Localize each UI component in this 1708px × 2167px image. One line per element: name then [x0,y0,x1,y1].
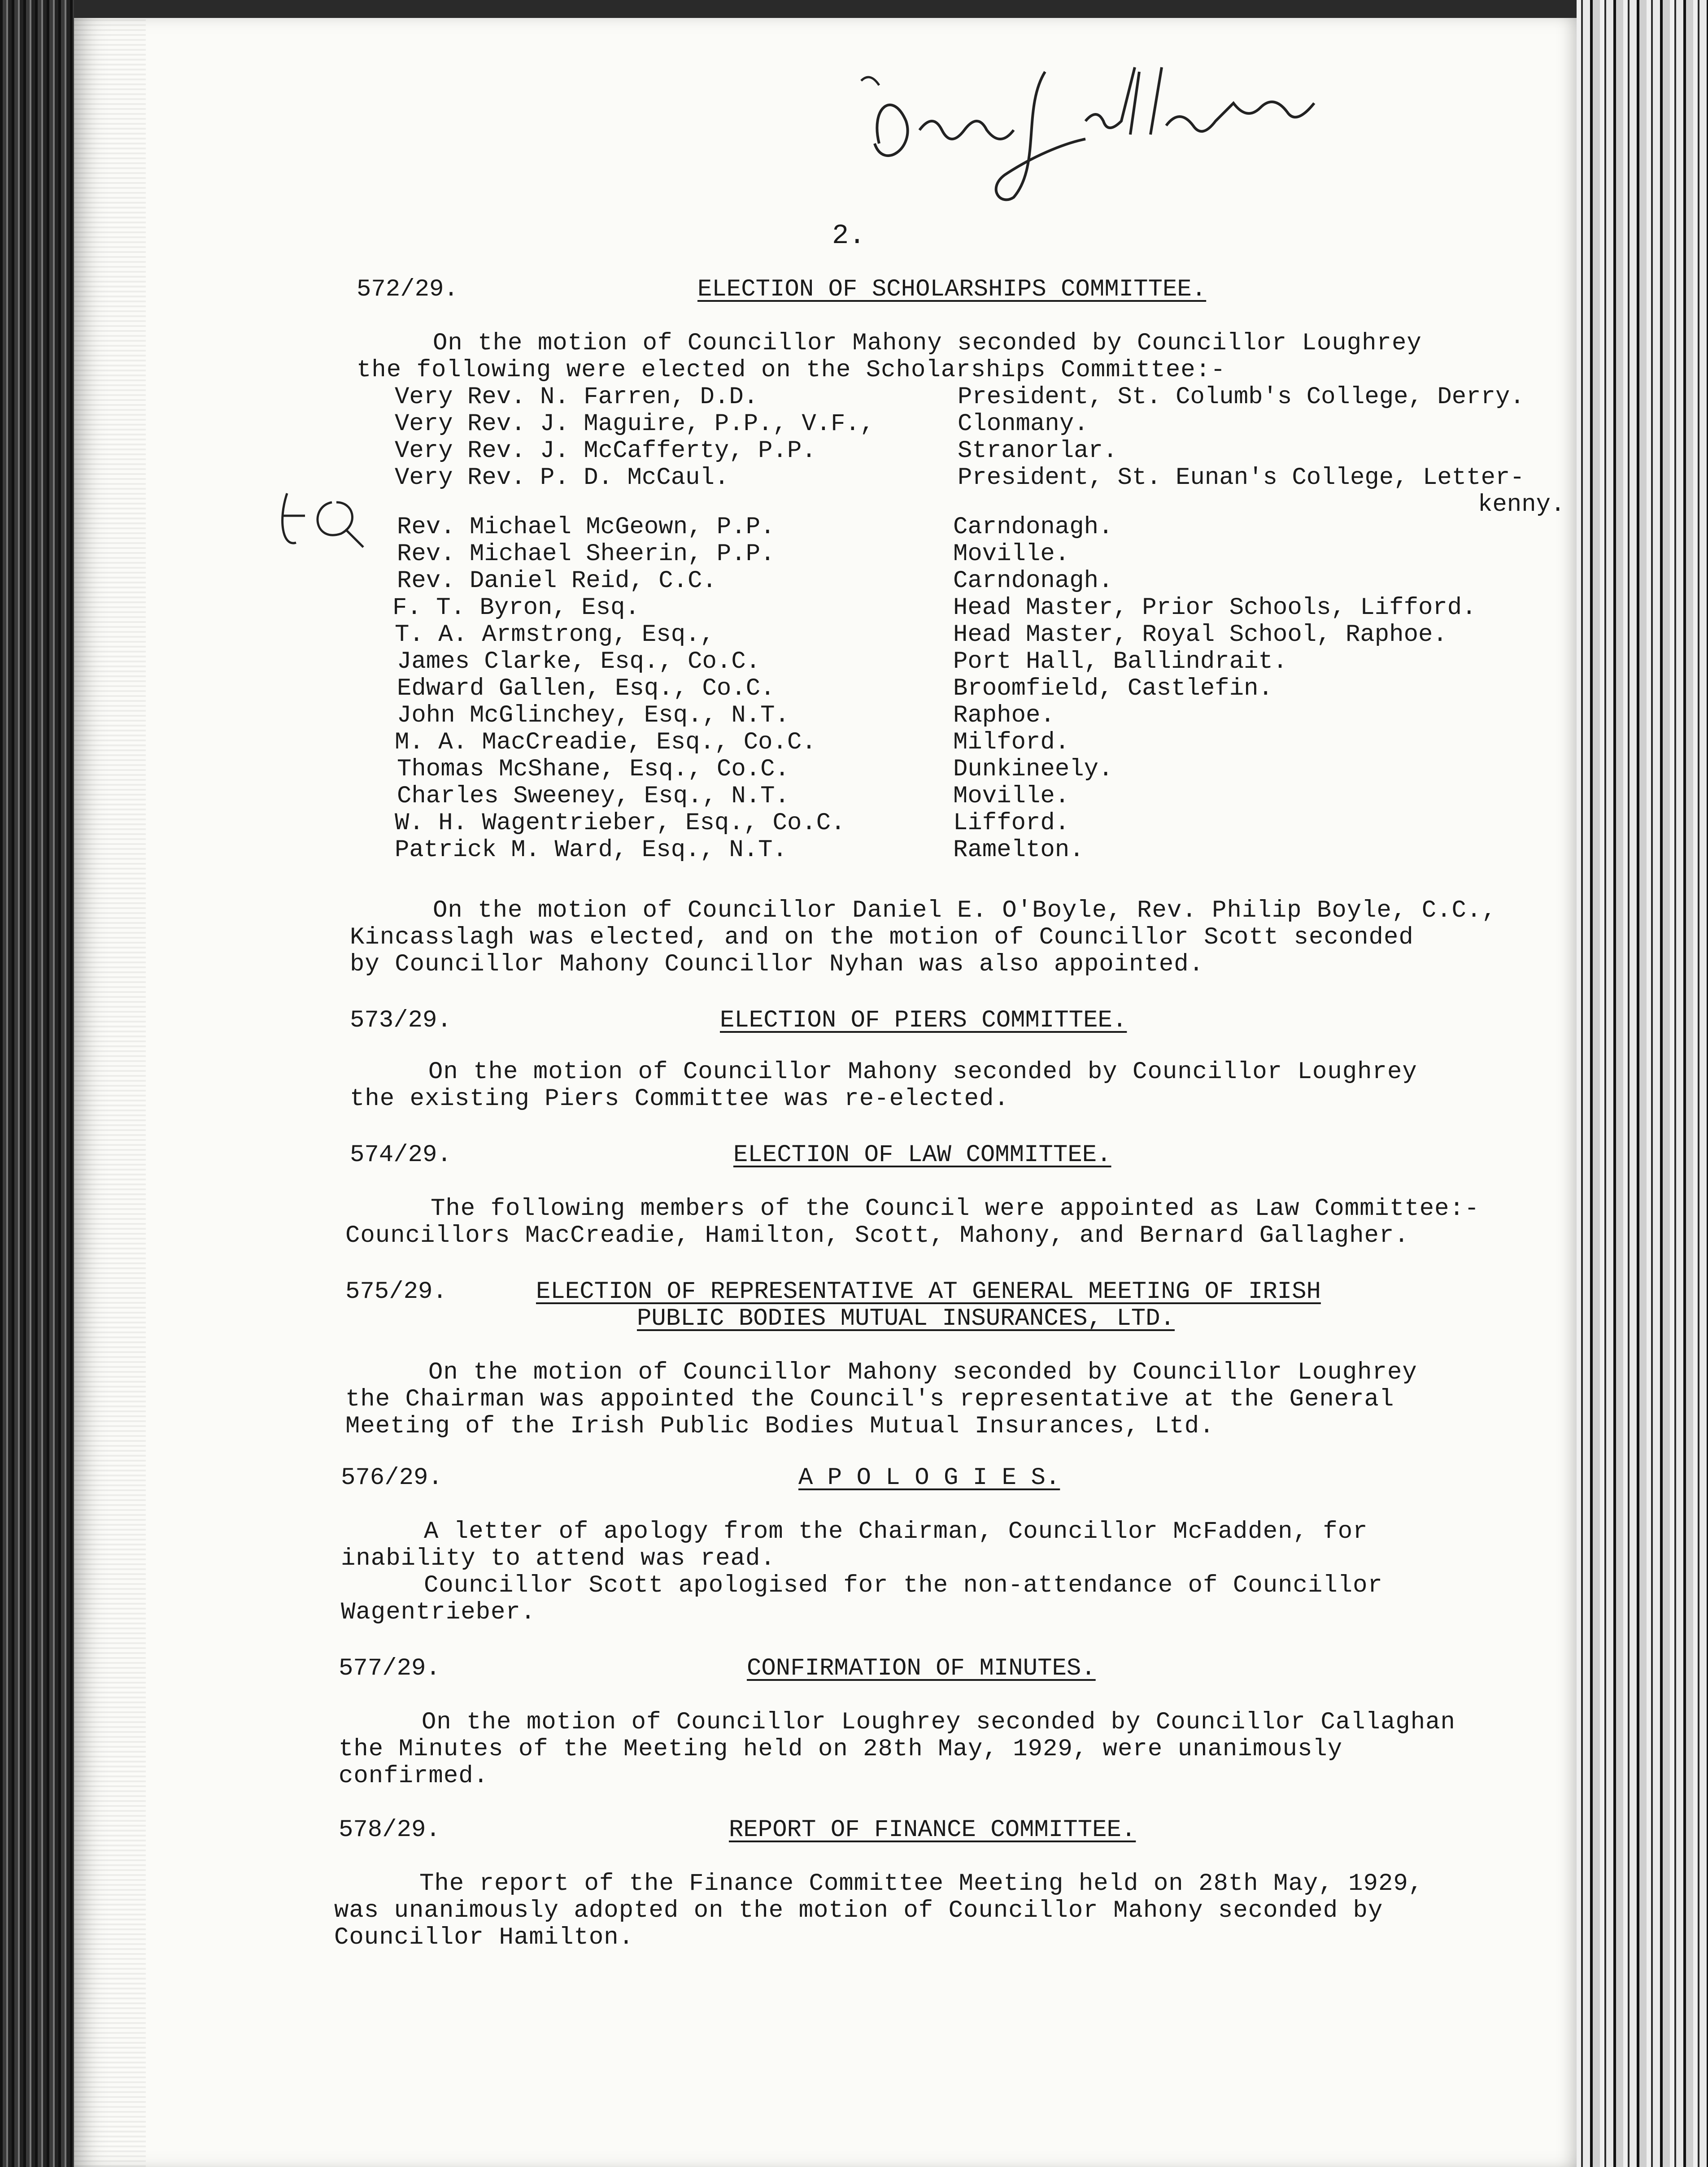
member-name: W. H. Wagentrieber, Esq., Co.C. [395,809,845,837]
paragraph-line: On the motion of Councillor Daniel E. O'Boyle, Rev. Philip Boyle, C.C., [433,897,1497,924]
section-heading: ELECTION OF SCHOLARSHIPS COMMITTEE. [697,276,1207,303]
member-place: Milford. [953,729,1070,756]
member-place: President, St. Eunan's College, Letter- [958,464,1525,492]
section-heading: CONFIRMATION OF MINUTES. [747,1655,1096,1682]
section-heading: REPORT OF FINANCE COMMITTEE. [729,1816,1136,1844]
member-place: Broomfield, Castlefin. [953,675,1273,702]
member-name: Very Rev. J. Maguire, P.P., V.F., [395,410,875,438]
member-name: Rev. Michael McGeown, P.P. [397,513,775,541]
minute-number: 578/29. [339,1816,440,1844]
section-heading: ELECTION OF PIERS COMMITTEE. [720,1007,1127,1034]
paragraph-line: On the motion of Councillor Loughrey seconded by Councillor Callaghan [422,1709,1455,1736]
member-place: Head Master, Prior Schools, Lifford. [953,594,1477,622]
margin-annotation [278,484,381,556]
member-place: Raphoe. [953,702,1055,729]
paragraph-line: The following members of the Council were appointed as Law Committee:- [431,1195,1480,1223]
paragraph-line: On the motion of Councillor Mahony seconded by Councillor Loughrey [428,1058,1417,1086]
paragraph-line: On the motion of Councillor Mahony seconded by Councillor Loughrey [433,330,1422,357]
member-name: Rev. Michael Sheerin, P.P. [397,540,775,568]
minute-number: 575/29. [345,1278,447,1305]
member-name: M. A. MacCreadie, Esq., Co.C. [395,729,816,756]
member-name: Patrick M. Ward, Esq., N.T. [395,836,787,864]
member-name: T. A. Armstrong, Esq., [395,621,715,648]
page-number: 2. [832,220,866,252]
member-name: Very Rev. N. Farren, D.D. [395,383,758,411]
member-place: Port Hall, Ballindrait. [953,648,1288,675]
member-place: Moville. [953,540,1070,568]
paragraph-line: Wagentrieber. [341,1599,536,1626]
member-name: Edward Gallen, Esq., Co.C. [397,675,775,702]
member-name: Charles Sweeney, Esq., N.T. [397,783,789,810]
minute-number: 572/29. [357,276,458,303]
member-place: President, St. Columb's College, Derry. [958,383,1525,411]
member-place: kenny. [1478,491,1565,518]
member-place: Ramelton. [953,836,1084,864]
member-name: F. T. Byron, Esq. [392,594,640,622]
paragraph-line: the following were elected on the Scholarships Committee:- [357,357,1226,384]
paragraph-line: the Chairman was appointed the Council's representative at the General [345,1386,1394,1413]
member-name: Thomas McShane, Esq., Co.C. [397,756,789,783]
paragraph-line: A letter of apology from the Chairman, Councillor McFadden, for [424,1518,1368,1545]
paragraph-line: Councillor Hamilton. [334,1924,634,1951]
minute-number: 574/29. [350,1141,452,1169]
section-heading: ELECTION OF REPRESENTATIVE AT GENERAL MEETING OF IRISH [536,1278,1321,1305]
paragraph-line: by Councillor Mahony Councillor Nyhan was also appointed. [350,951,1204,978]
minute-number: 573/29. [350,1007,452,1034]
section-heading: A P O L O G I E S. [798,1464,1060,1492]
member-name: Very Rev. J. McCafferty, P.P. [395,437,816,465]
page-shadow [74,18,146,2167]
section-heading: ELECTION OF LAW COMMITTEE. [733,1141,1111,1169]
minute-number: 576/29. [341,1464,443,1492]
member-place: Lifford. [953,809,1070,837]
paragraph-line: On the motion of Councillor Mahony seconded by Councillor Loughrey [428,1359,1417,1386]
paragraph-line: Meeting of the Irish Public Bodies Mutual Insurances, Ltd. [345,1413,1215,1440]
paragraph-line: inability to attend was read. [341,1545,776,1572]
paragraph-line: Kincasslagh was elected, and on the motion of Councillor Scott seconded [350,924,1414,951]
section-heading-line2: PUBLIC BODIES MUTUAL INSURANCES, LTD. [637,1305,1175,1332]
member-name: Very Rev. P. D. McCaul. [395,464,729,492]
member-name: James Clarke, Esq., Co.C. [397,648,761,675]
member-place: Dunkineely. [953,756,1113,783]
member-place: Carndonagh. [953,513,1113,541]
member-place: Moville. [953,783,1070,810]
handwritten-signature [852,54,1372,206]
member-place: Carndonagh. [953,567,1113,595]
paragraph-line: the Minutes of the Meeting held on 28th May, 1929, were unanimously [339,1736,1343,1763]
page-stack-edge [1577,0,1708,2167]
paragraph-line: The report of the Finance Committee Meeting held on 28th May, 1929, [419,1870,1424,1897]
paragraph-line: Councillor Scott apologised for the non-attendance of Councillor [424,1572,1383,1599]
member-place: Head Master, Royal School, Raphoe. [953,621,1447,648]
book-binding [0,0,74,2167]
minute-number: 577/29. [339,1655,440,1682]
paragraph-line: confirmed. [339,1762,489,1790]
member-name: Rev. Daniel Reid, C.C. [397,567,717,595]
member-name: John McGlinchey, Esq., N.T. [397,702,789,729]
paragraph-line: was unanimously adopted on the motion of Councillor Mahony seconded by [334,1897,1383,1924]
member-place: Clonmany. [958,410,1089,438]
paragraph-line: Councillors MacCreadie, Hamilton, Scott, Mahony, and Bernard Gallagher. [345,1222,1409,1249]
paragraph-line: the existing Piers Committee was re-elected. [350,1085,1009,1113]
member-place: Stranorlar. [958,437,1118,465]
